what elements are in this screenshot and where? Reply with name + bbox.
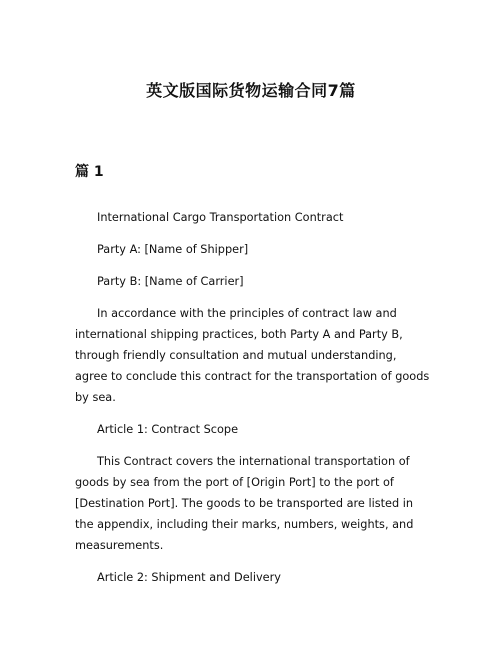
article-1-heading: Article 1: Contract Scope bbox=[97, 423, 239, 436]
party-b-line: Party B: [Name of Carrier] bbox=[97, 275, 244, 288]
contract-title: International Cargo Transportation Contract bbox=[97, 211, 344, 224]
preamble-paragraph: In accordance with the principles of contract law and international shipping practices, both Party A and Party B, through friendly consultation and mutual understanding, agree to conclude this contract for the transportation of goods by sea. bbox=[75, 307, 430, 404]
article-2-heading: Article 2: Shipment and Delivery bbox=[97, 571, 281, 584]
document-body bbox=[75, 207, 430, 588]
document-title: 英文版国际货物运输合同7篇 bbox=[146, 81, 356, 100]
party-a-line: Party A: [Name of Shipper] bbox=[97, 243, 249, 256]
article-1-paragraph: This Contract covers the international transportation of goods by sea from the port of [Origin Port] to the port of [Destination Port]. The goods to be transported are listed in the appendix, including their marks, numbers, weights, and measurements. bbox=[75, 455, 414, 552]
section-heading: 篇 1 bbox=[75, 164, 104, 180]
